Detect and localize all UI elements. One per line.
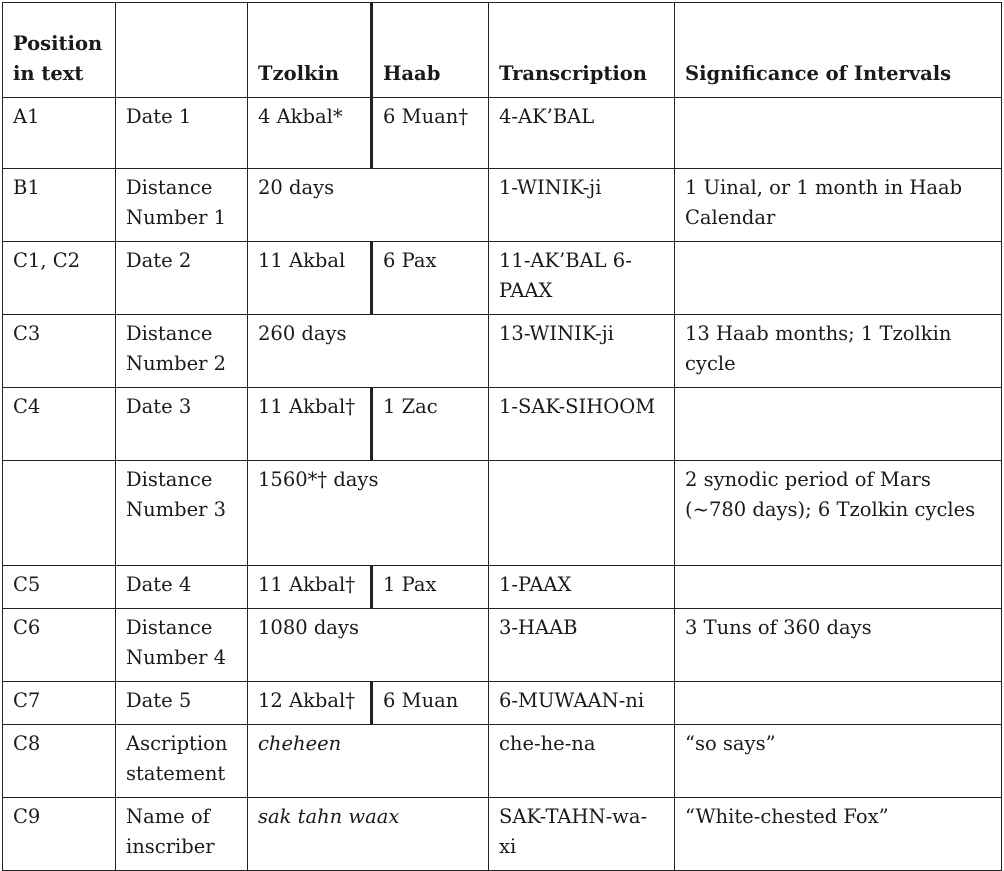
table-row [3, 566, 1002, 609]
cell-significance: 2 synodic period of Mars (~780 days); 6 Tzolkin cycles [675, 461, 1002, 566]
interval-table [2, 2, 1002, 871]
cell-significance [675, 388, 1002, 461]
cell-tzolkin: 4 Akbal* [248, 98, 372, 169]
cell-haab: 1 Pax [372, 566, 489, 609]
cell-position: C7 [3, 682, 116, 725]
cell-tzolkin: 11 Akbal† [248, 388, 372, 461]
table-row [3, 242, 1002, 315]
cell-transcription: SAK-TAHN-wa-xi [489, 798, 675, 871]
cell-significance: “White-chested Fox” [675, 798, 1002, 871]
cell-transcription [489, 461, 675, 566]
cell-position: C9 [3, 798, 116, 871]
cell-label: Name of inscriber [116, 798, 248, 871]
cell-tzolkin: 11 Akbal† [248, 566, 372, 609]
cell-transcription: 11-AK’BAL 6-PAAX [489, 242, 675, 315]
cell-days: sak tahn waax [248, 798, 489, 871]
cell-transcription: che-he-na [489, 725, 675, 798]
cell-days: 1560*† days [248, 461, 489, 566]
table-row [3, 169, 1002, 242]
cell-transcription: 13-WINIK-ji [489, 315, 675, 388]
table-row [3, 609, 1002, 682]
cell-position: A1 [3, 98, 116, 169]
cell-significance [675, 566, 1002, 609]
cell-position [3, 461, 116, 566]
cell-days: cheheen [248, 725, 489, 798]
header-tzolkin: Tzolkin [248, 3, 372, 98]
cell-tzolkin: 11 Akbal [248, 242, 372, 315]
cell-label: Distance Number 1 [116, 169, 248, 242]
cell-position: C3 [3, 315, 116, 388]
table-row [3, 98, 1002, 169]
cell-significance: 13 Haab months; 1 Tzolkin cycle [675, 315, 1002, 388]
cell-significance: 1 Uinal, or 1 month in Haab Calendar [675, 169, 1002, 242]
cell-transcription: 3-HAAB [489, 609, 675, 682]
cell-label: Distance Number 4 [116, 609, 248, 682]
cell-position: C5 [3, 566, 116, 609]
table-row [3, 315, 1002, 388]
cell-position: B1 [3, 169, 116, 242]
cell-significance [675, 682, 1002, 725]
table-row [3, 725, 1002, 798]
cell-tzolkin: 12 Akbal† [248, 682, 372, 725]
table-row [3, 388, 1002, 461]
cell-transcription: 4-AK’BAL [489, 98, 675, 169]
cell-days: 1080 days [248, 609, 489, 682]
table-row [3, 798, 1002, 871]
header-haab: Haab [372, 3, 489, 98]
cell-days: 20 days [248, 169, 489, 242]
cell-haab: 6 Muan† [372, 98, 489, 169]
table-row [3, 461, 1002, 566]
cell-significance: 3 Tuns of 360 days [675, 609, 1002, 682]
cell-label: Distance Number 2 [116, 315, 248, 388]
cell-position: C6 [3, 609, 116, 682]
cell-label: Date 4 [116, 566, 248, 609]
cell-label: Distance Number 3 [116, 461, 248, 566]
cell-position: C1, C2 [3, 242, 116, 315]
cell-significance: “so says” [675, 725, 1002, 798]
cell-position: C8 [3, 725, 116, 798]
cell-transcription: 6-MUWAAN-ni [489, 682, 675, 725]
table-row [3, 682, 1002, 725]
cell-label: Date 2 [116, 242, 248, 315]
cell-haab: 6 Pax [372, 242, 489, 315]
header-position: Position in text [3, 3, 116, 98]
cell-label: Date 5 [116, 682, 248, 725]
header-row [3, 3, 1002, 98]
cell-label: Ascription statement [116, 725, 248, 798]
cell-days: 260 days [248, 315, 489, 388]
cell-significance [675, 242, 1002, 315]
cell-transcription: 1-WINIK-ji [489, 169, 675, 242]
header-transcription: Transcription [489, 3, 675, 98]
header-significance: Significance of Intervals [675, 3, 1002, 98]
cell-transcription: 1-SAK-SIHOOM [489, 388, 675, 461]
cell-haab: 1 Zac [372, 388, 489, 461]
cell-label: Date 3 [116, 388, 248, 461]
cell-label: Date 1 [116, 98, 248, 169]
cell-haab: 6 Muan [372, 682, 489, 725]
header-blank [116, 3, 248, 98]
cell-position: C4 [3, 388, 116, 461]
cell-transcription: 1-PAAX [489, 566, 675, 609]
cell-significance [675, 98, 1002, 169]
